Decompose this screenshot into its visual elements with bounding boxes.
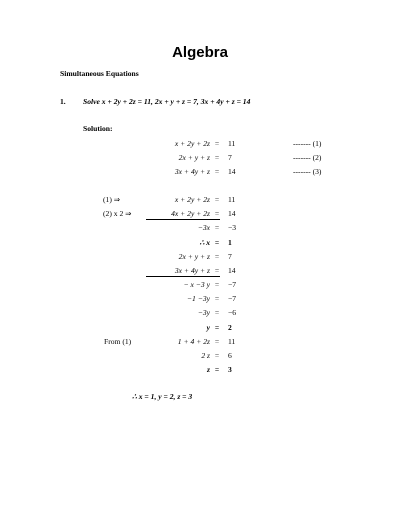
eq-lhs: − x −3 y [183,280,210,289]
eq-sign: = [214,238,220,247]
eq-lhs: −3x [197,223,210,232]
eq-sign: = [214,195,220,204]
final-answer: ∴ x = 1, y = 2, z = 3 [132,392,193,401]
eq-lhs: 4x + 2y + 2z [171,209,210,218]
eq-lhs: y [206,323,210,332]
eq-sign: = [214,294,220,303]
page-title: Algebra [172,44,228,61]
step-label: From (1) [104,337,132,346]
section-heading: Simultaneous Equations [60,69,139,78]
eq-rhs: 14 [228,167,236,176]
eq-tag: ------- (2) [293,153,322,162]
eq-sign: = [214,266,220,275]
eq-sign: = [214,139,220,148]
subtraction-rule [146,276,220,277]
eq-lhs: −3y [197,308,210,317]
eq-lhs: ∴ x [199,238,210,247]
eq-sign: = [214,351,220,360]
eq-sign: = [214,209,220,218]
eq-sign: = [214,337,220,346]
eq-rhs: 7 [228,153,232,162]
eq-rhs: 11 [228,337,236,346]
eq-sign: = [214,280,220,289]
eq-lhs: x + 2y + 2z [174,195,210,204]
eq-tag: ------- (1) [293,139,322,148]
eq-rhs: 11 [228,139,236,148]
step-label: (2) x 2 ⇒ [103,209,132,218]
eq-rhs: −7 [228,280,237,289]
eq-lhs: x + 2y + 2z [174,139,210,148]
eq-rhs: −3 [228,223,237,232]
eq-sign: = [214,167,220,176]
eq-sign: = [214,223,220,232]
eq-sign: = [214,308,220,317]
step-label: (1) ⇒ [103,195,121,204]
eq-lhs: −1 −3y [186,294,210,303]
problem-statement: Solve x + 2y + 2z = 11, 2x + y + z = 7, 3x + 4y + z = 14 [83,97,251,106]
eq-sign: = [214,252,220,261]
eq-sign: = [214,323,220,332]
eq-rhs: 2 [228,323,232,332]
eq-lhs: 3x + 4y + z [174,266,210,275]
solution-label: Solution: [83,124,113,133]
eq-lhs: 2x + y + z [178,252,210,261]
eq-rhs: 6 [228,351,232,360]
eq-sign: = [214,365,220,374]
eq-rhs: −6 [228,308,237,317]
subtraction-rule [146,219,220,220]
eq-lhs: 3x + 4y + z [174,167,210,176]
eq-lhs: 1 + 4 + 2z [177,337,210,346]
eq-lhs: 2x + y + z [178,153,210,162]
eq-lhs: z [207,365,210,374]
eq-tag: ------- (3) [293,167,322,176]
eq-lhs: 2 z [201,351,210,360]
problem-number: 1. [60,97,66,106]
eq-rhs: 7 [228,252,232,261]
eq-rhs: −7 [228,294,237,303]
eq-rhs: 14 [228,266,236,275]
eq-rhs: 14 [228,209,236,218]
eq-rhs: 11 [228,195,236,204]
eq-sign: = [214,153,220,162]
eq-rhs: 1 [228,238,232,247]
eq-rhs: 3 [228,365,232,374]
